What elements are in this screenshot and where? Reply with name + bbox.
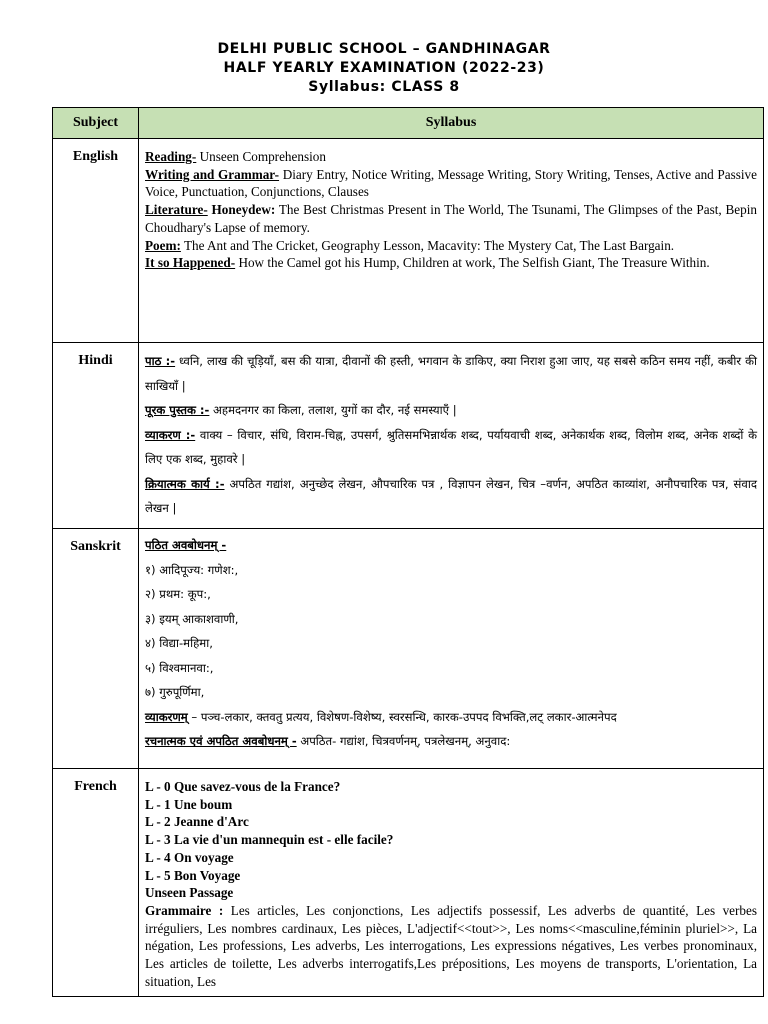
school-name: DELHI PUBLIC SCHOOL – GANDHINAGAR <box>217 41 551 57</box>
table-header-row <box>53 108 764 139</box>
subject-column-header: Subject <box>53 108 139 139</box>
subject-hindi: Hindi <box>53 343 139 529</box>
document-header <box>0 40 768 97</box>
list-item: १) आदिपूज्य: गणेश:, <box>145 562 239 577</box>
list-item: L - 2 Jeanne d'Arc <box>145 814 249 830</box>
table-row <box>53 343 764 529</box>
french-lessons <box>145 778 757 902</box>
syllabus-french <box>139 769 764 997</box>
syllabus-sanskrit <box>139 529 764 769</box>
table-row <box>53 139 764 343</box>
list-item: L - 4 On voyage <box>145 849 234 865</box>
sanskrit-vyakaranam: व्याकरणम् – पञ्च-लकार, क्तवतु प्रत्यय, विशेषण-विशेष्य, स्वरसन्धि, कारक-उपपद विभक्ति,लट् लकार-आत्मनेपद <box>145 709 617 724</box>
sanskrit-rachnatmak: रचनात्मक एवं अपठित अवबोधनम् - अपठित- गद्यांश, चित्रवर्णनम्, पत्रलेखनम्, अनुवाद: <box>145 734 511 748</box>
english-poem: Poem: The Ant and The Cricket, Geography Lesson, Macavity: The Mystery Cat, The Last Bargain. <box>145 237 675 253</box>
syllabus-table <box>52 107 764 997</box>
hindi-purak: पूरक पुस्तक :- अहमदनगर का किला, तलाश, युगों का दौर, नई समस्याएँ | <box>145 403 457 417</box>
english-it-so-happened: It so Happened- How the Camel got his Hump, Children at work, The Selfish Giant, The Treasure Within. <box>145 255 710 271</box>
english-literature: Literature- Honeydew: The Best Christmas Present in The World, The Tsunami, The Glimpses of the Past, Bepin Choudhary's Lapse of memory. <box>145 202 757 235</box>
list-item: २) प्रथम: कूप:, <box>145 587 211 601</box>
syllabus-column-header: Syllabus <box>139 108 764 139</box>
list-item: L - 0 Que savez-vous de la France? <box>145 779 341 794</box>
table-row <box>53 529 764 769</box>
syllabus-hindi <box>139 343 764 529</box>
subject-sanskrit: Sanskrit <box>53 529 139 769</box>
list-item: ३) इयम् आकाशवाणी, <box>145 611 239 626</box>
hindi-vyakaran: व्याकरण :- वाक्य – विचार, संधि, विराम-चिह्न, उपसर्ग, श्रुतिसमभिन्नार्थक शब्द, पर्यायवाची शब्द, अनेकार्थक शब्द, विलोम शब्द, अनेक शब्दों के लिए एक शब्द, मुहावरे | <box>145 427 757 466</box>
syllabus-english <box>139 139 764 343</box>
subject-english: English <box>53 139 139 343</box>
subject-french: French <box>53 769 139 997</box>
list-item: ५) विश्वमानवा:, <box>145 660 214 675</box>
list-item: L - 5 Bon Voyage <box>145 867 241 883</box>
english-writing: Writing and Grammar- Diary Entry, Notice Writing, Message Writing, Story Writing, Tenses, Active and Passive Voice, Punctuation, Conjunctions, Clauses <box>145 166 757 200</box>
syllabus-title: Syllabus: CLASS 8 <box>308 79 460 95</box>
sanskrit-heading: पठित अवबोधनम् - <box>145 538 227 552</box>
french-grammaire: Grammaire : Les articles, Les conjonctions, Les adjectifs possessif, Les adverbs de quantité, Les verbes irréguliers, Les nombres cardinaux, Les pièces, L'adjectif<<tout>>, Les noms<<masculine,féminin pluriel>>, La négation, Les professions, Les adverbs, Les interrogations, Les expressions négatives, Les verbes pronominaux, Les articles de toilette, Les adverbs interrogatifs,Les prépositions, Les moyens de transports, L'orientation, La situation, Les <box>145 902 757 989</box>
english-reading: Reading- Unseen Comprehension <box>145 149 326 164</box>
table-row <box>53 769 764 997</box>
list-item: ७) गुरुपूर्णिमा, <box>145 685 205 699</box>
list-item: ४) विद्या-महिमा, <box>145 636 213 650</box>
hindi-kriyatmak: क्रियात्मक कार्य :- अपठित गद्यांश, अनुच्छेद लेखन, औपचारिक पत्र , विज्ञापन लेखन, चित्र –वर्णन, अपठित काव्यांश, अनौपचारिक पत्र, संवाद लेखन | <box>145 476 757 515</box>
exam-title: HALF YEARLY EXAMINATION (2022-23) <box>223 60 545 76</box>
list-item: L - 3 La vie d'un mannequin est - elle facile? <box>145 832 394 848</box>
hindi-path: पाठ :- ध्वनि, लाख की चूड़ियाँ, बस की यात्रा, दीवानों की हस्ती, भगवान के डाकिए, क्या निराश हुआ जाए, यह सबसे कठिन समय नहीं, कबीर की साखियाँ | <box>145 354 757 393</box>
list-item: Unseen Passage <box>145 885 234 901</box>
list-item: L - 1 Une boum <box>145 796 233 812</box>
